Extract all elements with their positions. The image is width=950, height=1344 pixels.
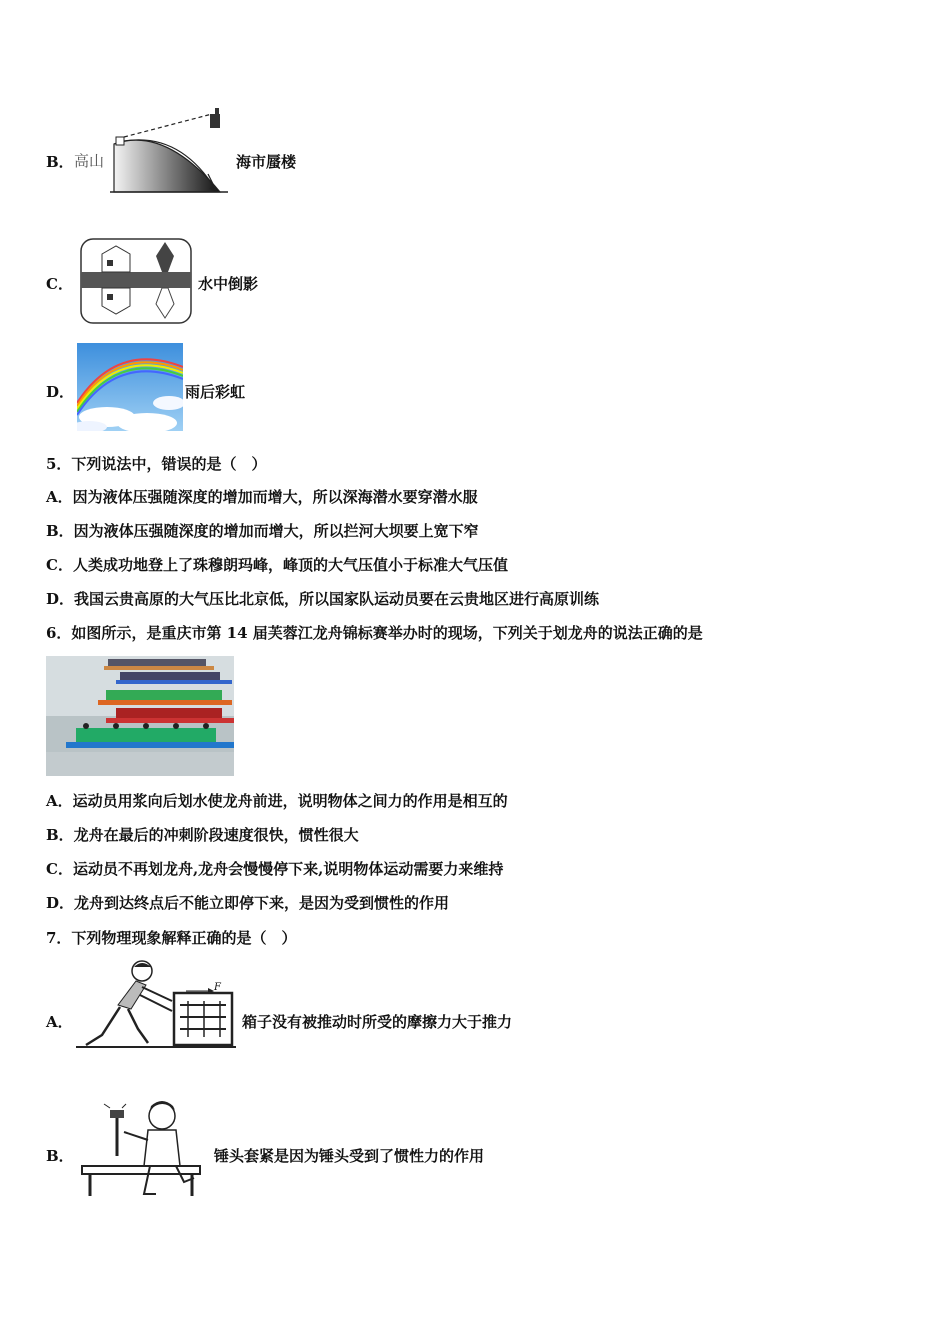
mountain-label: 高山 bbox=[74, 152, 105, 170]
q5-option-d: D．我国云贵高原的大气压比北京低，所以国家队运动员要在云贵地区进行高原训练 bbox=[46, 590, 600, 608]
q7-option-b-label: 锤头套紧是因为锤头受到了惯性力的作用 bbox=[214, 1147, 485, 1165]
q7-stem: 7．下列物理现象解释正确的是（ ） bbox=[46, 929, 297, 947]
q5-option-b: B．因为液体压强随深度的增加而增大，所以拦河大坝要上宽下窄 bbox=[46, 522, 479, 540]
rainbow-photo bbox=[77, 343, 183, 431]
q4-option-b-letter: B． bbox=[46, 153, 74, 171]
q6-option-a: A．运动员用浆向后划水使龙舟前进，说明物体之间力的作用是相互的 bbox=[46, 792, 508, 810]
hammer-figure bbox=[80, 1096, 210, 1202]
q4-option-d-letter: D． bbox=[46, 383, 75, 401]
q6-option-d: D．龙舟到达终点后不能立即停下来，是因为受到惯性的作用 bbox=[46, 894, 450, 912]
push-box-figure bbox=[76, 957, 236, 1053]
q4-option-c-label: 水中倒影 bbox=[198, 275, 259, 293]
q6-option-b: B．龙舟在最后的冲刺阶段速度很快，惯性很大 bbox=[46, 826, 359, 844]
q5-option-a: A．因为液体压强随深度的增加而增大，所以深海潜水要穿潜水服 bbox=[46, 488, 478, 506]
q4-option-d-label: 雨后彩虹 bbox=[185, 383, 246, 401]
q7-option-b-letter: B． bbox=[46, 1147, 74, 1165]
q7-option-a-letter: A． bbox=[46, 1013, 73, 1031]
q6-option-c: C．运动员不再划龙舟,龙舟会慢慢停下来,说明物体运动需要力来维持 bbox=[46, 860, 504, 878]
q5-option-c: C．人类成功地登上了珠穆朗玛峰，峰顶的大气压值小于标准大气压值 bbox=[46, 556, 508, 574]
q4-option-b-label: 海市蜃楼 bbox=[236, 153, 297, 171]
q4-option-c-letter: C． bbox=[46, 275, 73, 293]
force-label: F bbox=[214, 982, 221, 993]
q6-stem: 6．如图所示，是重庆市第 14 届芙蓉江龙舟锦标赛举办时的现场，下列关于划龙舟的说法正确的是 bbox=[46, 624, 703, 642]
reflection-figure bbox=[80, 238, 192, 324]
q5-stem: 5．下列说法中，错误的是（ ） bbox=[46, 455, 267, 473]
q7-option-a-label: 箱子没有被推动时所受的摩擦力大于推力 bbox=[242, 1013, 513, 1031]
dragon-boat-photo bbox=[46, 656, 234, 776]
